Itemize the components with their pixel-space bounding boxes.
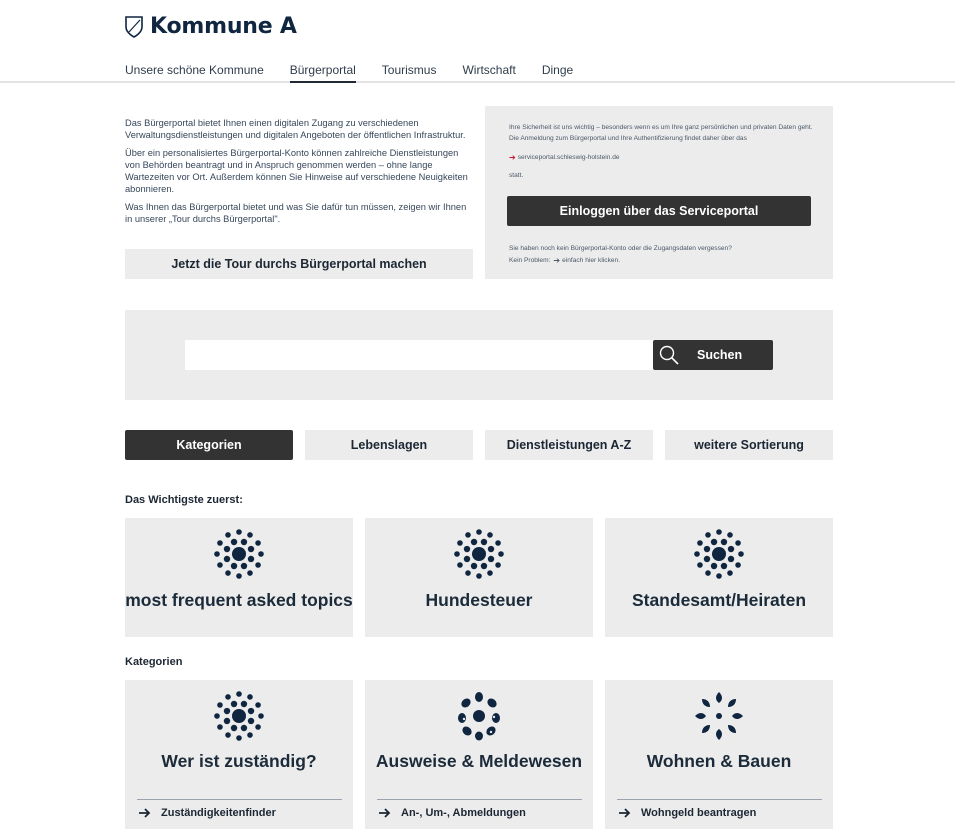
click-here-link[interactable]: einfach hier klicken.: [562, 257, 621, 264]
card-title: Hundesteuer: [425, 590, 533, 610]
important-heading: Das Wichtigste zuerst:: [125, 494, 243, 506]
categories-heading: Kategorien: [125, 656, 183, 668]
important-cards: [125, 518, 833, 637]
tab-weitere-sortierung[interactable]: weitere Sortierung: [665, 430, 833, 460]
card-divider: [137, 799, 342, 800]
search-icon: [659, 345, 679, 365]
card-link-label: An-, Um-, Abmeldungen: [401, 807, 526, 819]
nav-item-wirtschaft[interactable]: Wirtschaft: [462, 63, 516, 77]
login-panel: [485, 106, 833, 279]
shield-icon: [124, 15, 144, 39]
no-account-text: Sie haben noch kein Bürgerportal-Konto oder die Zugangsdaten vergessen?: [509, 245, 732, 252]
card-link-wohngeld-beantragen[interactable]: [619, 807, 756, 819]
card-title: Wer ist zuständig?: [161, 751, 317, 771]
serviceportal-link-text: serviceportal.schleswig-holstein.de: [517, 154, 620, 161]
leaf-ring-icon: [694, 691, 744, 741]
intro-paragraph-1: Das Bürgerportal bietet Ihnen einen digitalen Zugang zu verschiedenen Verwaltungsdienstleistungen und digitalen Angeboten der öffentlichen Infrastruktur.: [125, 118, 466, 140]
dots-ring-icon: [214, 529, 264, 579]
card-most-frequent-topics[interactable]: [125, 518, 353, 637]
search-button-label: Suchen: [697, 348, 743, 362]
card-divider: [617, 799, 822, 800]
nav-item-tourismus[interactable]: Tourismus: [381, 63, 437, 77]
arrow-right-icon: ➔: [509, 153, 516, 162]
card-wohnen-bauen[interactable]: [605, 680, 833, 829]
no-problem-line: [509, 255, 814, 266]
no-problem-label: Kein Problem:: [509, 257, 551, 264]
tab-dienstleistungen-a-z[interactable]: Dienstleistungen A-Z: [485, 430, 653, 460]
card-link-label: Wohngeld beantragen: [641, 807, 757, 819]
card-link-an-um-abmeldungen[interactable]: [379, 807, 526, 819]
login-button[interactable]: Einloggen über das Serviceportal: [507, 196, 811, 226]
card-title: Ausweise & Meldewesen: [375, 751, 583, 771]
card-hundesteuer[interactable]: [365, 518, 593, 637]
card-divider: [377, 799, 582, 800]
logo-text: Kommune A: [150, 14, 297, 39]
card-title: Wohnen & Bauen: [646, 751, 792, 771]
nav-item-dinge[interactable]: Dinge: [541, 63, 574, 77]
category-cards: [125, 680, 833, 829]
search-button[interactable]: [653, 340, 773, 370]
statt-text: statt.: [509, 172, 524, 179]
tour-button[interactable]: Jetzt die Tour durchs Bürgerportal machen: [125, 249, 473, 279]
arrow-right-icon: ➔: [553, 256, 561, 265]
arrow-right-icon: [139, 808, 151, 818]
security-text: Ihre Sicherheit ist uns wichtig – besonders wenn es um Ihre ganz persönlichen und privaten Daten geht. Die Anmeldung zum Bürgerportal und Ihre Authentifizierung findet daher über das: [509, 124, 813, 142]
dots-ring-icon: [214, 691, 264, 741]
search-input[interactable]: [185, 340, 655, 370]
card-title: most frequent asked topics: [125, 590, 353, 610]
card-link-label: Zuständigkeitenfinder: [161, 807, 276, 819]
card-ausweise-meldewesen[interactable]: [365, 680, 593, 829]
card-standesamt-heiraten[interactable]: [605, 518, 833, 637]
card-link-zustaendigkeitenfinder[interactable]: [139, 807, 276, 819]
tab-kategorien[interactable]: Kategorien: [125, 430, 293, 460]
dots-ring-icon: [694, 529, 744, 579]
card-wer-ist-zustaendig[interactable]: [125, 680, 353, 829]
nav-item-unsere-schoene-kommune[interactable]: Unsere schöne Kommune: [125, 63, 264, 77]
intro-paragraph-2: Über ein personalisiertes Bürgerportal-Konto können zahlreiche Dienstleistungen von Behörden beantragt und in Anspruch genommen werden – ohne lange Wartezeiten vor Ort. Außerdem können Sie Hinweise auf verschiedene Neuigkeiten abonnieren.: [125, 148, 468, 194]
dots-ring-icon: [454, 529, 504, 579]
site-logo[interactable]: [124, 14, 297, 39]
tab-lebenslagen[interactable]: Lebenslagen: [305, 430, 473, 460]
arrow-right-icon: [379, 808, 391, 818]
sort-tabs: [125, 430, 833, 460]
serviceportal-link[interactable]: [509, 153, 620, 162]
intro-text: [125, 117, 473, 231]
nav-item-buergerportal[interactable]: Bürgerportal: [290, 63, 356, 82]
arrow-right-icon: [619, 808, 631, 818]
card-title: Standesamt/Heiraten: [631, 590, 807, 610]
site-header: [0, 0, 955, 83]
id-cluster-icon: [454, 691, 504, 741]
search-band: [125, 310, 833, 400]
intro-paragraph-3: Was Ihnen das Bürgerportal bietet und was Sie dafür tun müssen, zeigen wir Ihnen in unserer „Tour durchs Bürgerportal".: [125, 202, 467, 224]
main-nav: [125, 63, 599, 82]
